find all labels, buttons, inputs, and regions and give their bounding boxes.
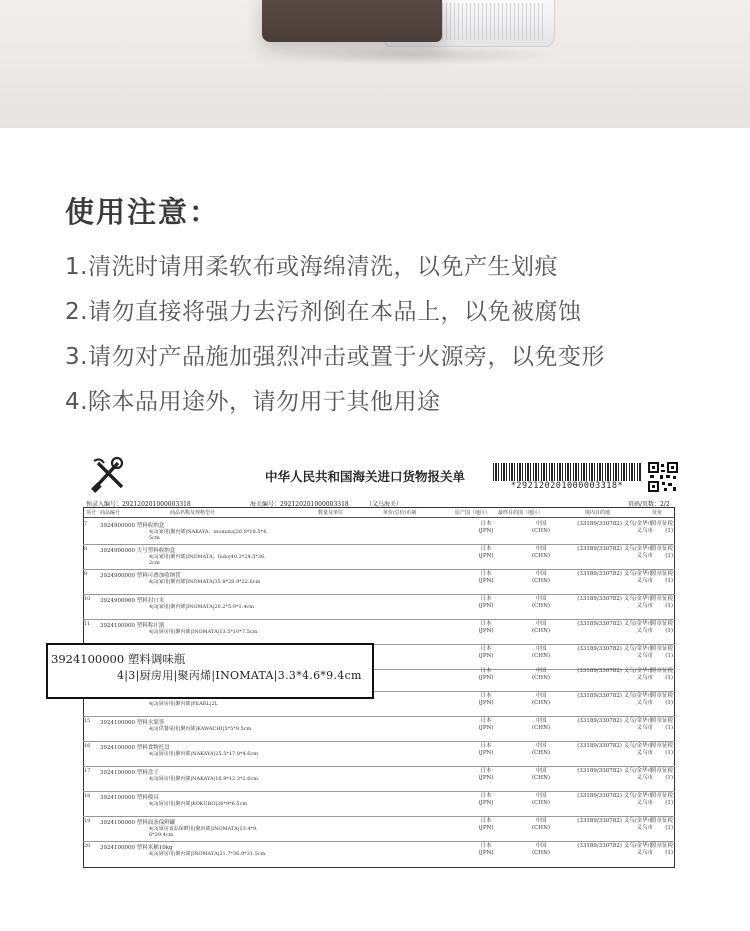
duty-code: (1) (665, 750, 673, 756)
origin-en: (JPN) (478, 675, 494, 681)
row-spec: 4|3|厨房用|聚丙烯|INOMATA|21.7*36.9*31.5cm (149, 851, 266, 857)
row-number: 8 (84, 546, 88, 552)
origin-cn: 日本 (480, 621, 492, 627)
column-header: 境内目的地 (585, 510, 611, 516)
dest-en: (CHN) (531, 578, 551, 584)
row-number: 10 (84, 596, 91, 602)
origin-cn: 日本 (480, 596, 492, 602)
row-origin (471, 768, 501, 782)
origin-cn: 日本 (480, 668, 492, 674)
row-region (543, 818, 653, 832)
origin-cn: 日本 (480, 793, 492, 799)
row-spec: 2cm (149, 560, 160, 566)
origin-cn: 日本 (480, 718, 492, 724)
origin-en: (JPN) (478, 578, 494, 584)
row-duty (643, 571, 673, 585)
row-region (543, 646, 653, 660)
row-region (543, 793, 653, 807)
row-code: 3924900000 大号塑料收纳盒 (100, 548, 176, 554)
page-count: 页码/页数：2/2 (628, 501, 670, 508)
notice-item: 2.请勿直接将强力去污剂倒在本品上，以免被腐蚀 (65, 299, 582, 325)
origin-cn: 日本 (480, 743, 492, 749)
row-duty (643, 768, 673, 782)
duty-text: 照章征税 (650, 693, 673, 699)
region-code: (33189/330782) 义乌/金华市 (577, 718, 653, 724)
row-region (543, 571, 653, 585)
row-code: 3924100000 塑料食物托盘 (100, 745, 170, 751)
region-code: (33189/330782) 义乌/金华市 (577, 621, 653, 627)
origin-cn: 日本 (480, 521, 492, 527)
row-spec: 4|3|厨房用|聚丙烯|PEARL|2L (149, 701, 218, 707)
duty-text: 照章征税 (650, 668, 673, 674)
dest-en: (CHN) (531, 800, 551, 806)
table-row (83, 520, 675, 545)
region-code: (33189/330782) 义乌/金华市 (577, 596, 653, 602)
duty-code: (1) (665, 653, 673, 659)
duty-code: (1) (665, 528, 673, 534)
duty-code: (1) (665, 825, 673, 831)
origin-en: (JPN) (478, 628, 494, 634)
row-number: 15 (84, 718, 91, 724)
row-origin (471, 843, 501, 857)
region-city: 义乌市 (636, 775, 653, 781)
origin-cn: 日本 (480, 646, 492, 652)
origin-cn: 日本 (480, 768, 492, 774)
origin-en: (JPN) (478, 775, 494, 781)
row-spec: 4|3|家用|聚丙烯|NAKAYA，inomata|26.8*18.5*4. (149, 529, 268, 535)
duty-code: (1) (665, 700, 673, 706)
dest-cn: 中国 (535, 521, 547, 527)
row-code: 3924900000 塑料封口夹 (100, 598, 165, 604)
row-origin (471, 668, 501, 682)
row-region (543, 718, 653, 732)
duty-text: 照章征税 (650, 621, 673, 627)
origin-en: (JPN) (478, 725, 494, 731)
dest-en: (CHN) (531, 528, 551, 534)
row-origin (471, 571, 501, 585)
dest-cn: 中国 (535, 793, 547, 799)
duty-code: (1) (665, 800, 673, 806)
duty-code: (1) (665, 675, 673, 681)
table-row (83, 792, 675, 817)
region-code: (33189/330782) 义乌/金华市 (577, 571, 653, 577)
row-code: 3924100000 塑料盘子 (100, 770, 159, 776)
row-number: 20 (84, 843, 91, 849)
dark-lid-image (262, 0, 442, 42)
duty-text: 照章征税 (650, 818, 673, 824)
duty-code: (1) (665, 628, 673, 634)
duty-text: 照章征税 (650, 843, 673, 849)
row-spec: 4|3|厨房用|聚丙烯|NAKAYA|25.5*17.8*4.6cm (149, 751, 258, 757)
region-code: (33189/330782) 义乌/金华市 (577, 768, 653, 774)
photo-shadow (270, 45, 560, 65)
dest-en: (CHN) (531, 675, 551, 681)
dest-cn: 中国 (535, 668, 547, 674)
origin-en: (JPN) (478, 850, 494, 856)
dest-cn: 中国 (535, 546, 547, 552)
customs-port: （义乌海关） (366, 501, 403, 508)
origin-cn: 日本 (480, 571, 492, 577)
row-origin (471, 621, 501, 635)
table-row (83, 767, 675, 792)
region-code: (33189/330782) 义乌/金华市 (577, 743, 653, 749)
row-number: 17 (84, 768, 91, 774)
row-spec: 4|3|家用|聚丙烯|INOMATA|20.2*5.9*1.4cm (149, 604, 254, 610)
highlight-code: 3924100000 塑料调味瓶 (51, 652, 186, 666)
region-city: 义乌市 (636, 603, 653, 609)
row-spec: 4|3|厨房用|聚丙烯|NAKAYA|16.9*12.3*2.6cm (149, 776, 258, 782)
dest-cn: 中国 (535, 743, 547, 749)
region-city: 义乌市 (636, 700, 653, 706)
table-row (83, 717, 675, 742)
row-origin (471, 793, 501, 807)
notice-item: 3.请勿对产品施加强烈冲击或置于火源旁，以免变形 (65, 344, 605, 370)
row-origin (471, 546, 501, 560)
region-city: 义乌市 (636, 825, 653, 831)
region-city: 义乌市 (636, 725, 653, 731)
row-number: 11 (84, 621, 91, 627)
duty-text: 照章征税 (650, 718, 673, 724)
dest-en: (CHN) (531, 775, 551, 781)
row-code: 3924100000 塑料水果签 (100, 720, 165, 726)
row-code: 3924100000 塑料米桶10kg (100, 845, 173, 851)
origin-en: (JPN) (478, 553, 494, 559)
header-divider (84, 517, 674, 518)
dest-cn: 中国 (535, 843, 547, 849)
dest-en: (CHN) (531, 725, 551, 731)
dest-cn: 中国 (535, 571, 547, 577)
row-region (543, 743, 653, 757)
row-code: 3924100000 塑料模具 (100, 795, 159, 801)
row-duty (643, 668, 673, 682)
region-code: (33189/330782) 义乌/金华市 (577, 646, 653, 652)
row-number: 9 (84, 571, 88, 577)
table-row (83, 742, 675, 767)
declaration-title: 中华人民共和国海关进口货物报关单 (265, 469, 466, 484)
row-region (543, 521, 653, 535)
dest-cn: 中国 (535, 621, 547, 627)
row-origin (471, 718, 501, 732)
row-region (543, 843, 653, 857)
row-spec: 5cm (149, 535, 160, 541)
row-spec: 4|3|厨房用|聚丙烯|INOMATA|13.5*10*7.5cm (149, 629, 258, 635)
region-code: (33189/330782) 义乌/金华市 (577, 546, 653, 552)
region-city: 义乌市 (636, 578, 653, 584)
row-spec: 4|3|家用|聚丙烯|INOMATA|35.8*28.9*22.6cm (149, 579, 261, 585)
column-header: 单价/总价/币制 (383, 510, 417, 516)
dest-en: (CHN) (531, 553, 551, 559)
notice-item: 4.除本品用途外，请勿用于其他用途 (65, 389, 441, 415)
table-row (83, 620, 675, 645)
table-row (83, 570, 675, 595)
table-row (83, 842, 675, 867)
origin-en: (JPN) (478, 528, 494, 534)
column-header: 最终目的国（地区） (498, 510, 544, 516)
origin-en: (JPN) (478, 750, 494, 756)
region-city: 义乌市 (636, 800, 653, 806)
column-header: 数量及单位 (318, 510, 344, 516)
row-duty (643, 546, 673, 560)
row-duty (643, 596, 673, 610)
row-region (543, 768, 653, 782)
row-spec: 4|3|厨房食品保鲜用|聚丙烯|INOMATA|13.4*9. (149, 826, 258, 832)
row-duty (643, 521, 673, 535)
table-row (83, 595, 675, 620)
column-header: 项号 (86, 510, 97, 516)
row-spec: 4|3|供餐桌用|聚丙烯|KAWACHI|5*5*9.5cm (149, 726, 252, 732)
row-code: 3924100000 塑料面条保鲜罐 (100, 820, 176, 826)
row-region (543, 621, 653, 635)
origin-cn: 日本 (480, 818, 492, 824)
pre-entry-number: 预录入编号：292120201000003318 (86, 501, 191, 508)
origin-cn: 日本 (480, 843, 492, 849)
region-city: 义乌市 (636, 675, 653, 681)
row-number: 19 (84, 818, 91, 824)
origin-en: (JPN) (478, 653, 494, 659)
row-duty (643, 693, 673, 707)
dest-cn: 中国 (535, 768, 547, 774)
column-header: 商品名称及规格型号 (170, 510, 216, 516)
row-code: 3924900000 塑料可叠加收纳筐 (100, 573, 181, 579)
row-region (543, 546, 653, 560)
row-origin (471, 646, 501, 660)
row-number: 7 (84, 521, 88, 527)
row-duty (643, 793, 673, 807)
dest-en: (CHN) (531, 750, 551, 756)
column-header: 原产国（地区） (455, 510, 491, 516)
origin-en: (JPN) (478, 800, 494, 806)
region-city: 义乌市 (636, 528, 653, 534)
region-city: 义乌市 (636, 653, 653, 659)
region-city: 义乌市 (636, 850, 653, 856)
barcode (493, 463, 641, 481)
column-header: 商品编号 (100, 510, 121, 516)
duty-code: (1) (665, 725, 673, 731)
duty-text: 照章征税 (650, 768, 673, 774)
duty-code: (1) (665, 578, 673, 584)
region-code: (33189/330782) 义乌/金华市 (577, 668, 653, 674)
origin-en: (JPN) (478, 825, 494, 831)
duty-text: 照章征税 (650, 546, 673, 552)
row-duty (643, 718, 673, 732)
dest-cn: 中国 (535, 596, 547, 602)
duty-code: (1) (665, 603, 673, 609)
dest-en: (CHN) (531, 603, 551, 609)
row-region (543, 668, 653, 682)
row-region (543, 693, 653, 707)
row-region (543, 596, 653, 610)
duty-text: 照章征税 (650, 521, 673, 527)
dest-en: (CHN) (531, 628, 551, 634)
dest-cn: 中国 (535, 818, 547, 824)
row-number: 18 (84, 793, 91, 799)
origin-en: (JPN) (478, 603, 494, 609)
highlighted-item-callout (46, 643, 374, 699)
duty-code: (1) (665, 553, 673, 559)
row-number: 16 (84, 743, 91, 749)
row-spec: 4|3|家用|聚丙烯|INOMATA，fudo|40.2*24.5*36. (149, 554, 266, 560)
duty-code: (1) (665, 850, 673, 856)
notice-item: 1.清洗时请用柔软布或海绵清洗，以免产生划痕 (65, 254, 558, 280)
dest-cn: 中国 (535, 718, 547, 724)
row-origin (471, 596, 501, 610)
row-origin (471, 743, 501, 757)
origin-en: (JPN) (478, 700, 494, 706)
row-origin (471, 521, 501, 535)
notice-title: 使用注意： (65, 195, 221, 229)
dest-en: (CHN) (531, 850, 551, 856)
row-spec: 4|3|厨房用|聚丙烯|KOKUBO|26*9*6.5cm (149, 801, 248, 807)
row-code: 3924100000 塑料称计器 (100, 623, 165, 629)
row-origin (471, 818, 501, 832)
region-city: 义乌市 (636, 553, 653, 559)
duty-text: 照章征税 (650, 793, 673, 799)
row-code: 3924900000 塑料收纳盒 (100, 523, 165, 529)
duty-text: 照章征税 (650, 743, 673, 749)
notice-list (65, 250, 605, 430)
dest-en: (CHN) (531, 825, 551, 831)
region-code: (33189/330782) 义乌/金华市 (577, 843, 653, 849)
duty-text: 照章征税 (650, 646, 673, 652)
region-city: 义乌市 (636, 628, 653, 634)
customs-emblem-icon (88, 455, 128, 495)
row-duty (643, 843, 673, 857)
dest-cn: 中国 (535, 693, 547, 699)
region-city: 义乌市 (636, 750, 653, 756)
row-duty (643, 743, 673, 757)
row-origin (471, 693, 501, 707)
column-header: 征免 (652, 510, 663, 516)
region-code: (33189/330782) 义乌/金华市 (577, 693, 653, 699)
row-duty (643, 646, 673, 660)
row-duty (643, 621, 673, 635)
barcode-text: *292120201000003318* (510, 481, 624, 491)
qr-code-icon (648, 462, 678, 492)
highlight-spec: 4|3|厨房用|聚丙烯|INOMATA|3.3*4.6*9.4cm (117, 669, 362, 682)
region-code: (33189/330782) 义乌/金华市 (577, 793, 653, 799)
dest-en: (CHN) (531, 653, 551, 659)
customs-number: 海关编号：292120201000003318 (250, 501, 349, 508)
duty-text: 照章征税 (650, 596, 673, 602)
table-row (83, 545, 675, 570)
row-duty (643, 818, 673, 832)
dest-en: (CHN) (531, 700, 551, 706)
region-code: (33189/330782) 义乌/金华市 (577, 818, 653, 824)
row-spec: 6*29.4cm (149, 832, 174, 838)
duty-code: (1) (665, 775, 673, 781)
table-row (83, 817, 675, 842)
region-code: (33189/330782) 义乌/金华市 (577, 521, 653, 527)
dest-cn: 中国 (535, 646, 547, 652)
product-photo (0, 0, 750, 128)
origin-cn: 日本 (480, 693, 492, 699)
duty-text: 照章征税 (650, 571, 673, 577)
origin-cn: 日本 (480, 546, 492, 552)
